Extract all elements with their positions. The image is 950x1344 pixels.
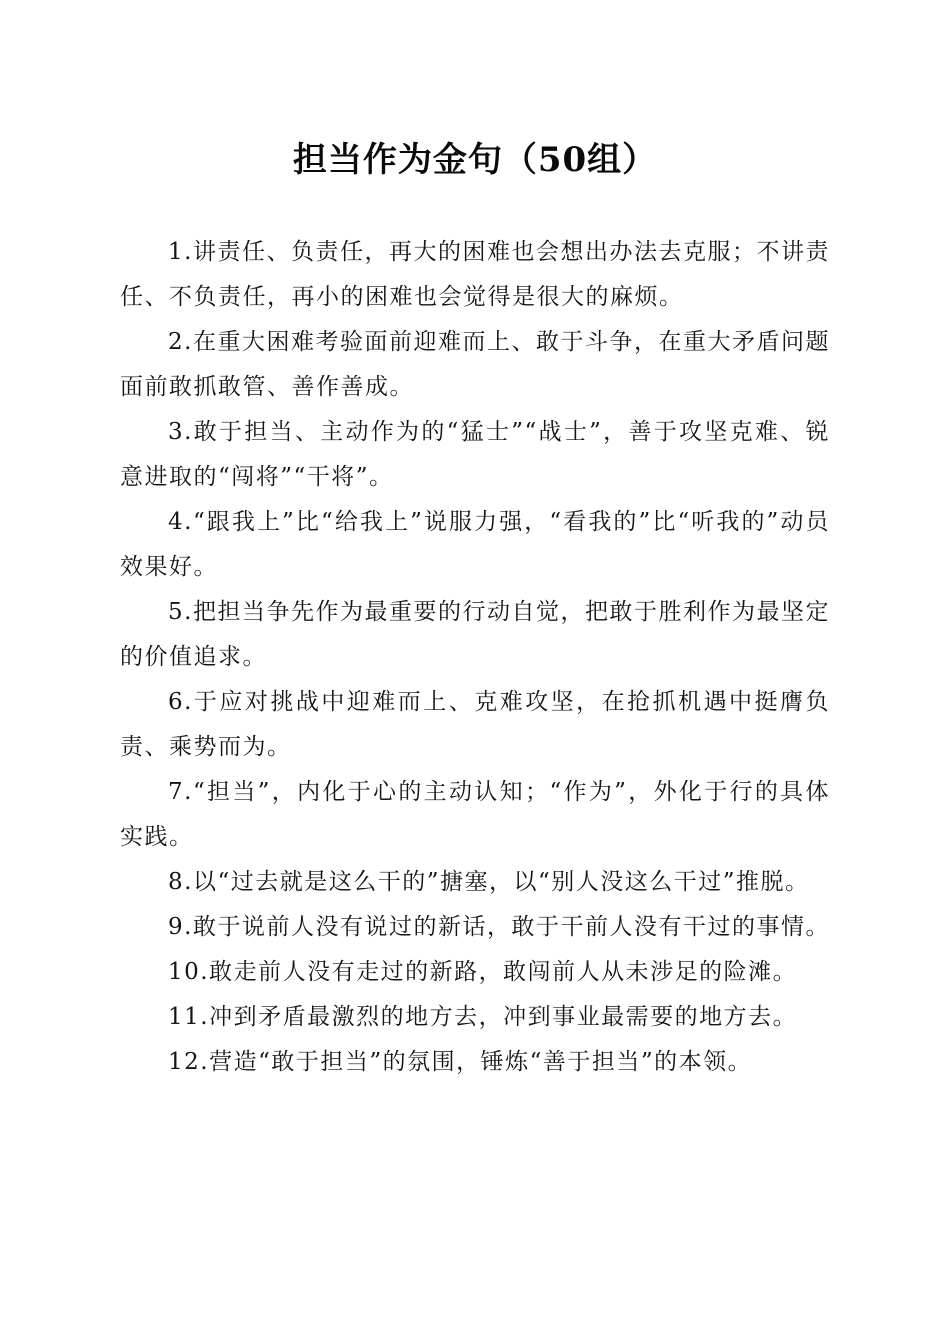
quote-item-6: 6.于应对挑战中迎难而上、克难攻坚，在抢抓机遇中挺膺负责、乘势而为。	[120, 689, 830, 760]
quote-item-3: 3.敢于担当、主动作为的“猛士”“战士”，善于攻坚克难、锐意进取的“闯将”“干将”。	[120, 419, 830, 490]
quote-item-10: 10.敢走前人没有走过的新路，敢闯前人从未涉足的险滩。	[168, 959, 798, 985]
page-title: 担当作为金句（50组）	[292, 140, 658, 180]
quote-item-2: 2.在重大困难考验面前迎难而上、敢于斗争，在重大矛盾问题面前敢抓敢管、善作善成。	[120, 329, 830, 400]
quote-item-11: 11.冲到矛盾最激烈的地方去，冲到事业最需要的地方去。	[168, 1004, 798, 1030]
quote-item-7: 7.“担当”，内化于心的主动认知；“作为”，外化于行的具体实践。	[120, 779, 830, 850]
quote-list	[120, 230, 830, 1085]
quote-item-4: 4.“跟我上”比“给我上”说服力强，“看我的”比“听我的”动员效果好。	[120, 509, 830, 580]
quote-item-9: 9.敢于说前人没有说过的新话，敢于干前人没有干过的事情。	[168, 914, 830, 940]
quote-item-5: 5.把担当争先作为最重要的行动自觉，把敢于胜利作为最坚定的价值追求。	[120, 599, 830, 670]
quote-item-8: 8.以“过去就是这么干的”搪塞，以“别人没这么干过”推脱。	[168, 869, 810, 895]
quote-item-1: 1.讲责任、负责任，再大的困难也会想出办法去克服；不讲责任、不负责任，再小的困难也会觉得是很大的麻烦。	[120, 239, 830, 310]
quote-item-12: 12.营造“敢于担当”的氛围，锤炼“善于担当”的本领。	[168, 1049, 753, 1075]
